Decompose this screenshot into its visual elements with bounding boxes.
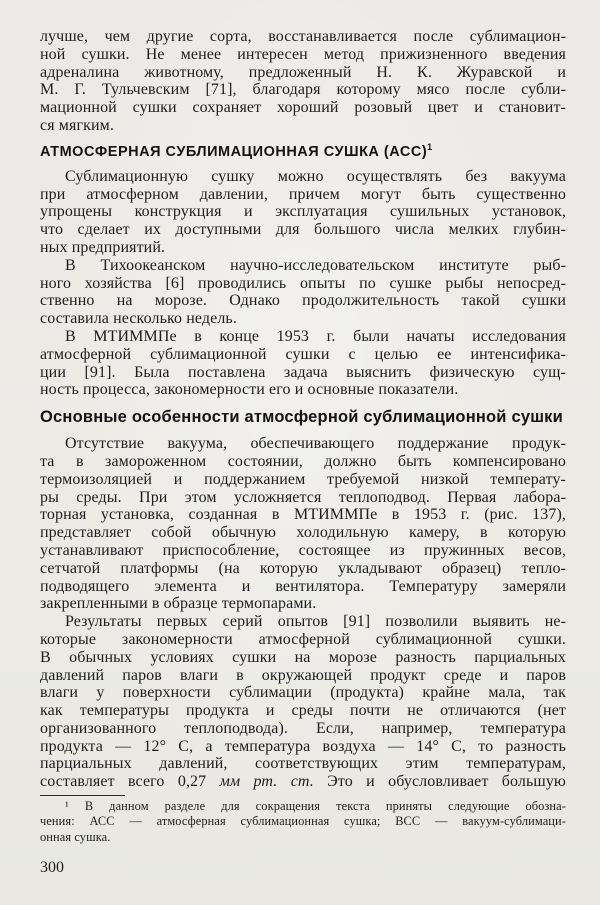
text-line: термоизоляцией и поддержанием требуемой низкой температу- — [40, 470, 566, 488]
text-line: представляет собой обычную холодильную камеру, в которую — [40, 524, 566, 542]
text-line: В МТИММПе в конце 1953 г. были начаты исследования — [65, 327, 566, 345]
text-line: упрощены конструкция и эксплуатация сушильных установок, — [40, 203, 566, 221]
text-line: при атмосферном давлении, причем могут быть существенно — [40, 185, 566, 203]
text-line — [40, 773, 566, 791]
text-line: В Тихоокеанском научно-исследовательском институте рыб- — [65, 256, 566, 274]
paragraph — [40, 328, 566, 399]
text-line: подводящего элемента и вентилятора. Температуру замеряли — [40, 577, 566, 595]
text-line: адреналина животному, предложенный Н. К. Журавской и — [40, 63, 566, 81]
text-line: составила несколько недель. — [40, 310, 237, 328]
paragraph — [40, 28, 566, 135]
footnote-marker: 1 — [427, 141, 433, 152]
footnote-rule — [40, 795, 125, 796]
section-heading: АТМОСФЕРНАЯ СУБЛИМАЦИОННАЯ СУШКА (АСС)$^1$ — [40, 141, 433, 160]
text-line: организованного теплоподвода). Если, например, температура — [40, 719, 566, 737]
text-line: В обычных условиях сушки на морозе разность парциальных — [40, 648, 566, 666]
text-line: ры среды. При этом усложняется теплоподвод. Первая лабора- — [40, 488, 566, 506]
paragraph — [40, 435, 566, 613]
text-line: что сделает их доступными для большого числа мелких глубин- — [40, 221, 566, 239]
text-line: закрепленными в образце термопарами. — [40, 595, 317, 613]
text-line: атмосферной сублимационной сушки с целью ее интенсифика- — [40, 345, 566, 363]
text-column — [40, 28, 566, 877]
text-line: чения: АСС — атмосферная сублимационная сушка; ВСС — вакуум-сублимаци- — [40, 814, 566, 829]
text-line: ся мягким. — [40, 116, 114, 134]
text-line: Результаты первых серий опытов [91] позволили выявить не- — [65, 613, 566, 631]
italic-text: мм рт. ст. — [219, 773, 314, 791]
text-line: М. Г. Тульчевским [71], благодаря которому мясо после субли- — [40, 81, 566, 99]
footnote — [40, 799, 566, 845]
paragraph — [40, 168, 566, 257]
text-line: ных предприятий. — [40, 238, 166, 256]
text-line: Сублимационную сушку можно осуществлять без вакуума — [65, 167, 566, 185]
text-line: ного хозяйства [6] проводились опыты по сушке рыбы непосред- — [40, 274, 566, 292]
subsection-heading: Основные особенности атмосферной сублимационной сушки — [40, 408, 563, 427]
text-segment: составляет всего 0,27 — [40, 773, 220, 791]
paragraph — [40, 613, 566, 791]
text-line: лучше, чем другие сорта, восстанавливается после сублимацион- — [40, 28, 566, 45]
text-line: та в замороженном состоянии, должно быть компенсировано — [40, 452, 566, 470]
text-line: которые закономерности атмосферной сублимационной сушки. — [40, 630, 566, 648]
text-line: онная сушка. — [40, 829, 111, 844]
text-line: устанавливают приспособление, состоящее из пружинных весов, — [40, 541, 566, 559]
text-line: ции [91]. Была поставлена задача выяснить физическую сущ- — [40, 363, 566, 381]
text-line: парциальных давлений, соответствующих этим температурам, — [40, 755, 566, 773]
text-line: как температуры продукта и среды почти не отличаются (нет — [40, 702, 566, 720]
text-line: ственно на морозе. Однако продолжительность такой сушки — [40, 292, 566, 310]
text-line: ной сушки. Не менее интересен метод прижизненного введения — [40, 45, 566, 63]
body-blocks — [40, 28, 566, 791]
text-line: давлений паров влаги в окружающей продукт среде и паров — [40, 666, 566, 684]
text-line: ¹ В данном разделе для сокращения текста приняты следующие обозна- — [65, 799, 566, 814]
text-line: Отсутствие вакуума, обеспечивающего поддержание продук- — [65, 435, 566, 453]
text-line: ность процесса, закономерности его и основные показатели. — [40, 381, 459, 399]
text-line: продукта — 12° С, а температура воздуха — 14° С, то разность — [40, 737, 566, 755]
text-line: мационной сушки сохраняет хороший розовый цвет и становит- — [40, 99, 566, 117]
page-number: 300 — [40, 858, 64, 876]
text-line: влаги у поверхности сублимации (продукта) крайне мала, так — [40, 684, 566, 702]
text-line: сетчатой платформы (на которую укладывают образец) тепло- — [40, 559, 566, 577]
text-line: торная установка, созданная в МТИММПе в 1953 г. (рис. 137), — [40, 506, 566, 524]
text-segment: Это и обусловливает большую — [313, 773, 566, 791]
paragraph — [40, 257, 566, 328]
